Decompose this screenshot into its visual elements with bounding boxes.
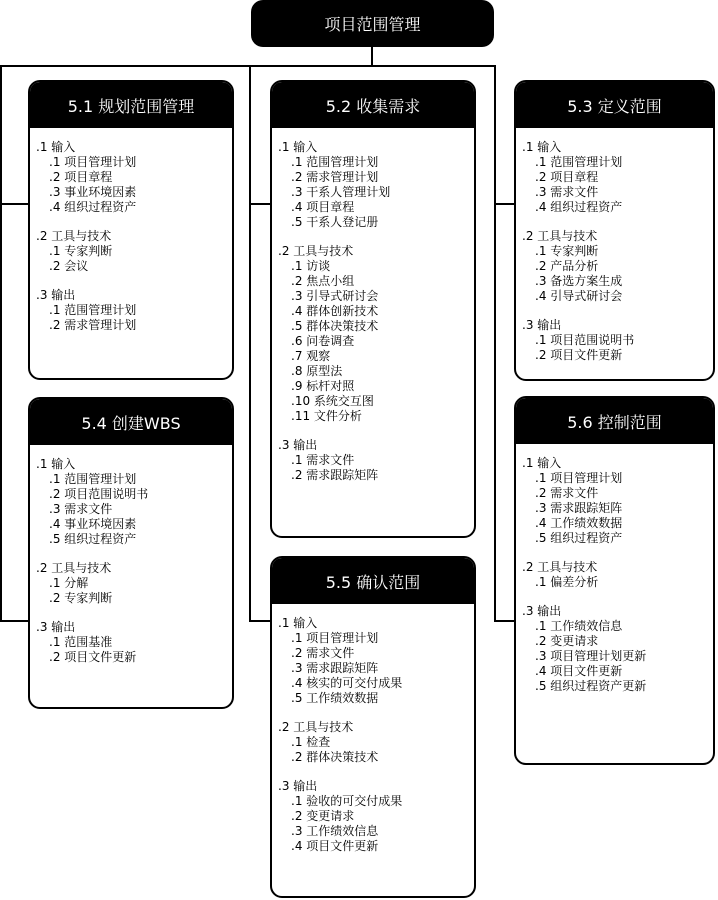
process-section	[522, 560, 713, 590]
process-list-item: .2 需求文件	[291, 646, 355, 660]
process-list-item: .1 检查	[291, 735, 331, 749]
process-card-body	[516, 128, 713, 363]
process-list-item: .4 引导式研讨会	[535, 289, 623, 303]
connector-left-vertical	[0, 65, 2, 622]
process-section-title: .1 输入	[278, 616, 318, 630]
process-section	[36, 620, 232, 665]
process-card-body	[30, 445, 232, 665]
process-list-item: .3 工作绩效信息	[291, 824, 379, 838]
process-list-item: .2 变更请求	[535, 634, 599, 648]
process-list-item: .3 项目管理计划更新	[535, 649, 647, 663]
connector-middle-stub-5-2	[249, 203, 270, 205]
process-card-title: 5.4 创建WBS	[81, 413, 181, 433]
process-list-item: .2 变更请求	[291, 809, 355, 823]
process-card-header	[30, 82, 232, 128]
process-section	[36, 140, 232, 215]
process-section	[278, 244, 474, 424]
process-list-item: .4 项目章程	[291, 200, 355, 214]
process-list-item: .3 需求文件	[535, 185, 599, 199]
process-card-5-3	[514, 80, 715, 381]
process-section-title: .3 输出	[36, 288, 76, 302]
process-section	[522, 456, 713, 546]
connector-horizontal	[0, 65, 496, 67]
process-card-title: 5.6 控制范围	[567, 412, 662, 432]
process-section-title: .2 工具与技术	[278, 244, 354, 258]
process-section	[278, 779, 474, 854]
process-section	[278, 438, 474, 483]
process-card-5-1	[28, 80, 234, 380]
process-card-header	[272, 82, 474, 128]
process-section-title: .1 输入	[522, 456, 562, 470]
process-list-item: .5 干系人登记册	[291, 215, 379, 229]
root-node-scope-management	[251, 0, 494, 47]
process-list-item: .4 工作绩效数据	[535, 516, 623, 530]
process-list-item: .2 产品分析	[535, 259, 599, 273]
process-list-item: .2 需求文件	[535, 486, 599, 500]
process-section	[36, 561, 232, 606]
process-list-item: .2 项目文件更新	[49, 650, 137, 664]
process-list-item: .2 项目章程	[49, 170, 113, 184]
process-list-item: .2 会议	[49, 259, 89, 273]
process-card-body	[516, 444, 713, 694]
process-list-item: .3 需求文件	[49, 502, 113, 516]
process-list-item: .1 分解	[49, 576, 89, 590]
process-list-item: .3 引导式研讨会	[291, 289, 379, 303]
process-card-title: 5.5 确认范围	[325, 572, 421, 592]
connector-right-stub-5-6	[494, 620, 514, 622]
process-list-item: .1 需求文件	[291, 453, 355, 467]
process-card-header	[30, 399, 232, 445]
process-list-item: .9 标杆对照	[291, 379, 355, 393]
process-section	[278, 616, 474, 706]
process-list-item: .5 群体决策技术	[291, 319, 379, 333]
process-list-item: .1 项目管理计划	[49, 155, 137, 169]
process-card-title: 5.3 定义范围	[567, 96, 662, 116]
process-card-title: 5.1 规划范围管理	[67, 96, 195, 116]
process-section-title: .2 工具与技术	[278, 720, 354, 734]
process-section-title: .3 输出	[522, 604, 562, 618]
process-list-item: .1 访谈	[291, 259, 331, 273]
process-list-item: .11 文件分析	[291, 409, 362, 423]
process-section	[278, 720, 474, 765]
process-list-item: .1 范围管理计划	[49, 303, 137, 317]
process-card-5-6	[514, 396, 715, 765]
process-list-item: .10 系统交互图	[291, 394, 374, 408]
process-list-item: .3 事业环境因素	[49, 185, 137, 199]
connector-left-stub-5-1	[0, 203, 28, 205]
connector-middle-vertical	[249, 65, 251, 622]
process-section	[522, 318, 713, 363]
process-list-item: .2 项目文件更新	[535, 348, 623, 362]
process-list-item: .4 项目文件更新	[535, 664, 623, 678]
process-list-item: .2 专家判断	[49, 591, 113, 605]
process-list-item: .1 偏差分析	[535, 575, 599, 589]
process-list-item: .2 需求跟踪矩阵	[291, 468, 379, 482]
process-section	[522, 604, 713, 694]
process-card-5-2	[270, 80, 476, 538]
connector-middle-stub-5-5	[249, 620, 270, 622]
process-section-title: .2 工具与技术	[36, 229, 112, 243]
process-list-item: .7 观察	[291, 349, 331, 363]
process-list-item: .1 专家判断	[535, 244, 599, 258]
process-section-title: .1 输入	[36, 140, 76, 154]
process-section	[36, 288, 232, 333]
process-list-item: .2 焦点小组	[291, 274, 355, 288]
process-list-item: .2 项目范围说明书	[49, 487, 149, 501]
connector-root-down	[371, 47, 373, 67]
process-section	[36, 229, 232, 274]
process-list-item: .1 范围管理计划	[291, 155, 379, 169]
process-list-item: .1 范围基准	[49, 635, 113, 649]
process-card-header	[516, 398, 713, 444]
connector-right-stub-5-3	[494, 203, 514, 205]
process-section	[36, 457, 232, 547]
process-list-item: .1 验收的可交付成果	[291, 794, 403, 808]
process-section-title: .2 工具与技术	[522, 560, 598, 574]
process-section-title: .2 工具与技术	[36, 561, 112, 575]
process-section-title: .1 输入	[522, 140, 562, 154]
process-section-title: .3 输出	[36, 620, 76, 634]
connector-left-stub-5-4	[0, 620, 28, 622]
process-section-title: .1 输入	[278, 140, 318, 154]
process-list-item: .2 需求管理计划	[291, 170, 379, 184]
process-list-item: .5 工作绩效数据	[291, 691, 379, 705]
process-card-header	[272, 558, 474, 604]
process-section-title: .3 输出	[278, 438, 318, 452]
process-list-item: .3 需求跟踪矩阵	[535, 501, 623, 515]
connector-right-vertical	[494, 65, 496, 622]
process-list-item: .1 项目管理计划	[291, 631, 379, 645]
process-list-item: .5 组织过程资产	[49, 532, 137, 546]
process-list-item: .1 项目管理计划	[535, 471, 623, 485]
process-list-item: .4 组织过程资产	[49, 200, 137, 214]
process-card-5-4	[28, 397, 234, 709]
process-card-5-5	[270, 556, 476, 898]
process-list-item: .2 项目章程	[535, 170, 599, 184]
process-list-item: .3 需求跟踪矩阵	[291, 661, 379, 675]
process-card-header	[516, 82, 713, 128]
process-card-title: 5.2 收集需求	[325, 96, 421, 116]
process-list-item: .4 项目文件更新	[291, 839, 379, 853]
process-list-item: .4 核实的可交付成果	[291, 676, 403, 690]
process-list-item: .1 工作绩效信息	[535, 619, 623, 633]
root-node-title: 项目范围管理	[324, 15, 421, 34]
process-section-title: .3 输出	[278, 779, 318, 793]
process-list-item: .8 原型法	[291, 364, 343, 378]
process-list-item: .6 问卷调查	[291, 334, 355, 348]
process-list-item: .4 群体创新技术	[291, 304, 379, 318]
process-list-item: .1 范围管理计划	[49, 472, 137, 486]
process-card-body	[30, 128, 232, 333]
process-section	[522, 140, 713, 215]
process-list-item: .2 需求管理计划	[49, 318, 137, 332]
process-section-title: .2 工具与技术	[522, 229, 598, 243]
process-list-item: .3 干系人管理计划	[291, 185, 391, 199]
process-card-body	[272, 604, 474, 854]
process-section-title: .1 输入	[36, 457, 76, 471]
process-list-item: .1 范围管理计划	[535, 155, 623, 169]
process-list-item: .4 事业环境因素	[49, 517, 137, 531]
process-section-title: .3 输出	[522, 318, 562, 332]
process-list-item: .5 组织过程资产	[535, 531, 623, 545]
process-list-item: .2 群体决策技术	[291, 750, 379, 764]
process-list-item: .4 组织过程资产	[535, 200, 623, 214]
process-list-item: .1 专家判断	[49, 244, 113, 258]
process-section	[278, 140, 474, 230]
process-card-body	[272, 128, 474, 483]
process-list-item: .1 项目范围说明书	[535, 333, 635, 347]
process-section	[522, 229, 713, 304]
process-list-item: .3 备选方案生成	[535, 274, 623, 288]
process-list-item: .5 组织过程资产更新	[535, 679, 647, 693]
